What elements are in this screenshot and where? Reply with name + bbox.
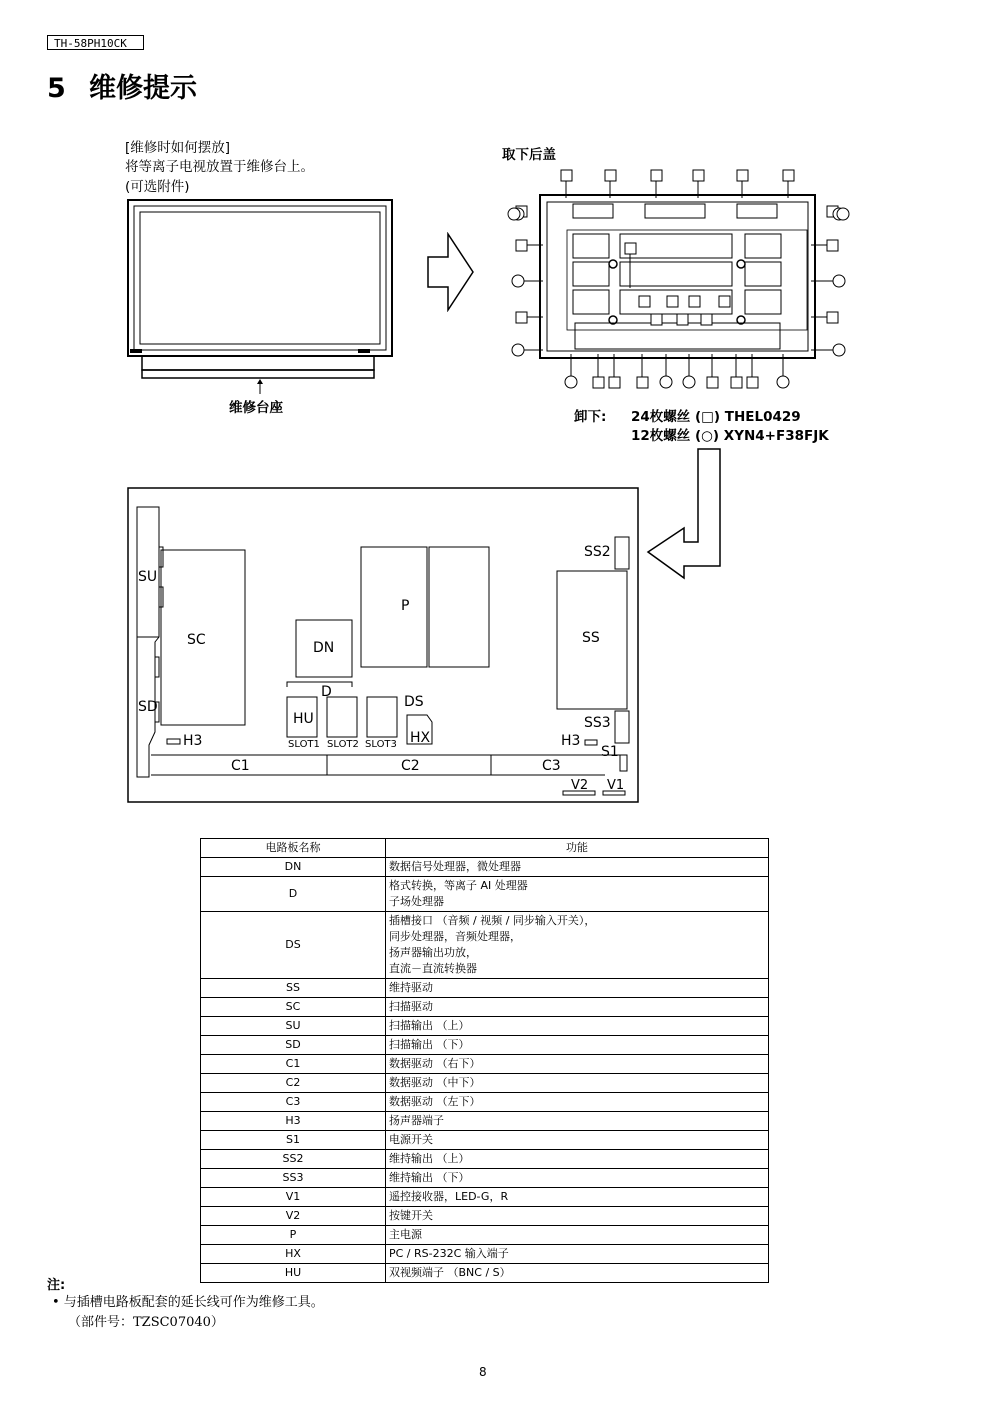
screw-spec-square: 24枚螺丝 (□) THEL0429: [631, 409, 801, 425]
function-line: 数据驱动 （左下）: [389, 1095, 481, 1108]
board-code-cell: C1: [201, 1055, 386, 1074]
function-line: 遥控接收器，LED-G，R: [389, 1190, 509, 1203]
board-code-cell: SS2: [201, 1150, 386, 1169]
table-row: [201, 1017, 769, 1036]
placement-title: [维修时如何摆放]: [125, 140, 231, 156]
board-function-cell: [386, 1264, 769, 1283]
rear-cover-diagram: [505, 168, 850, 393]
board-function-cell: [386, 1017, 769, 1036]
table-row: [201, 979, 769, 998]
board-code-cell: SD: [201, 1036, 386, 1055]
board-label-s1: S1: [601, 744, 619, 760]
table-row: [201, 1169, 769, 1188]
board-label-hu: HU: [293, 711, 314, 727]
stand-label: 维修台座: [229, 400, 283, 416]
board-label-ss3: SS3: [584, 715, 611, 731]
function-line: PC / RS-232C 输入端子: [389, 1247, 509, 1260]
function-line: 维持输出 （下）: [389, 1171, 470, 1184]
table-row: [201, 1207, 769, 1226]
board-function-cell: [386, 1112, 769, 1131]
slot1-label: SLOT1: [288, 739, 320, 750]
table-row: [201, 912, 769, 979]
table-row: [201, 1226, 769, 1245]
rear-cover-title: 取下后盖: [502, 147, 556, 163]
function-line: 数据驱动 （中下）: [389, 1076, 481, 1089]
table-row: [201, 1150, 769, 1169]
page-number: 8: [479, 1365, 487, 1379]
board-function-cell: [386, 1169, 769, 1188]
board-code-cell: HX: [201, 1245, 386, 1264]
board-label-c1: C1: [231, 758, 250, 774]
tv-illustration: [126, 198, 396, 394]
board-label-sc: SC: [187, 632, 206, 648]
function-line: 直流－直流转换器: [389, 962, 477, 975]
board-code-cell: C3: [201, 1093, 386, 1112]
function-line: 主电源: [389, 1228, 422, 1241]
table-row: [201, 1074, 769, 1093]
board-label-h3-left: H3: [183, 733, 203, 749]
function-line: 数据驱动 （右下）: [389, 1057, 481, 1070]
board-code-cell: HU: [201, 1264, 386, 1283]
function-line: 扫描输出 （下）: [389, 1038, 470, 1051]
note-label: 注:: [47, 1278, 66, 1293]
section-title: [47, 66, 197, 105]
table-row: [201, 1055, 769, 1074]
board-code-cell: DS: [201, 912, 386, 979]
table-row: [201, 1188, 769, 1207]
board-function-cell: [386, 1207, 769, 1226]
board-code-cell: SU: [201, 1017, 386, 1036]
function-line: 子场处理器: [389, 895, 444, 908]
board-label-ss: SS: [582, 630, 600, 646]
board-code-cell: V2: [201, 1207, 386, 1226]
arrow-down-left-icon: [646, 448, 724, 580]
function-line: 维持输出 （上）: [389, 1152, 470, 1165]
function-line: 数据信号处理器，微处理器: [389, 860, 521, 873]
table-header-row: [201, 839, 769, 858]
table-row: [201, 1131, 769, 1150]
board-label-h3-right: H3: [561, 733, 581, 749]
board-label-c3: C3: [542, 758, 561, 774]
function-line: 按键开关: [389, 1209, 433, 1222]
board-label-v1: V1: [607, 778, 625, 793]
board-label-dn: DN: [313, 640, 335, 656]
board-code-cell: S1: [201, 1131, 386, 1150]
model-number: TH-58PH10CK: [47, 35, 144, 50]
board-label-ds: DS: [404, 694, 424, 710]
function-line: 格式转换，等离子 AI 处理器: [389, 879, 528, 892]
table-header-function: 功能: [386, 839, 769, 858]
board-code-cell: SS: [201, 979, 386, 998]
table-header-board-name: 电路板名称: [201, 839, 386, 858]
function-line: 扫描驱动: [389, 1000, 433, 1013]
function-line: 双视频端子 （BNC / S）: [389, 1266, 511, 1279]
board-label-d: D: [321, 684, 332, 700]
board-code-cell: SS3: [201, 1169, 386, 1188]
board-function-cell: [386, 1131, 769, 1150]
board-function-cell: [386, 877, 769, 912]
board-code-cell: DN: [201, 858, 386, 877]
table-row: [201, 1093, 769, 1112]
table-row: [201, 1036, 769, 1055]
function-line: 插槽接口 （音频 / 视频 / 同步输入开关），: [389, 914, 596, 927]
function-line: 同步处理器，音频处理器，: [389, 930, 521, 943]
placement-optional: (可选附件): [125, 179, 190, 195]
board-function-cell: [386, 1188, 769, 1207]
function-line: 维持驱动: [389, 981, 433, 994]
function-line: 扬声器输出功放，: [389, 946, 477, 959]
board-code-cell: V1: [201, 1188, 386, 1207]
section-title-text: 维修提示: [89, 73, 197, 104]
placement-instruction: 将等离子电视放置于维修台上。: [125, 159, 314, 175]
table-body: [201, 858, 769, 1283]
slot3-label: SLOT3: [365, 739, 397, 750]
board-code-cell: D: [201, 877, 386, 912]
note-line-1: • 与插槽电路板配套的延长线可作为维修工具。: [52, 1295, 324, 1310]
table-row: [201, 1245, 769, 1264]
board-label-hx: HX: [410, 730, 431, 746]
board-label-c2: C2: [401, 758, 420, 774]
arrow-right-icon: [426, 232, 476, 312]
board-function-cell: [386, 1226, 769, 1245]
board-code-cell: C2: [201, 1074, 386, 1093]
board-function-table: [200, 838, 769, 1283]
board-function-cell: [386, 998, 769, 1017]
board-label-p: P: [401, 598, 410, 614]
board-function-cell: [386, 1150, 769, 1169]
table-row: [201, 877, 769, 912]
board-function-cell: [386, 1245, 769, 1264]
board-function-cell: [386, 912, 769, 979]
board-function-cell: [386, 1093, 769, 1112]
table-row: [201, 858, 769, 877]
note-line-2: （部件号：TZSC07040）: [68, 1315, 224, 1330]
table-row: [201, 998, 769, 1017]
function-line: 扫描输出 （上）: [389, 1019, 470, 1032]
board-code-cell: SC: [201, 998, 386, 1017]
board-function-cell: [386, 1036, 769, 1055]
slot2-label: SLOT2: [327, 739, 359, 750]
board-label-v2: V2: [571, 778, 589, 793]
table-row: [201, 1264, 769, 1283]
section-number: 5: [47, 73, 66, 104]
board-function-cell: [386, 979, 769, 998]
table-row: [201, 1112, 769, 1131]
board-function-cell: [386, 858, 769, 877]
board-label-sd: SD: [138, 699, 158, 715]
function-line: 扬声器端子: [389, 1114, 444, 1127]
function-line: 电源开关: [389, 1133, 433, 1146]
board-function-cell: [386, 1055, 769, 1074]
screw-spec-circle: 12枚螺丝 (○) XYN4+F38FJK: [631, 428, 829, 444]
board-code-cell: H3: [201, 1112, 386, 1131]
board-label-ss2: SS2: [584, 544, 611, 560]
board-code-cell: P: [201, 1226, 386, 1245]
board-label-su: SU: [138, 569, 158, 585]
remove-label: 卸下:: [574, 409, 607, 425]
board-function-cell: [386, 1074, 769, 1093]
